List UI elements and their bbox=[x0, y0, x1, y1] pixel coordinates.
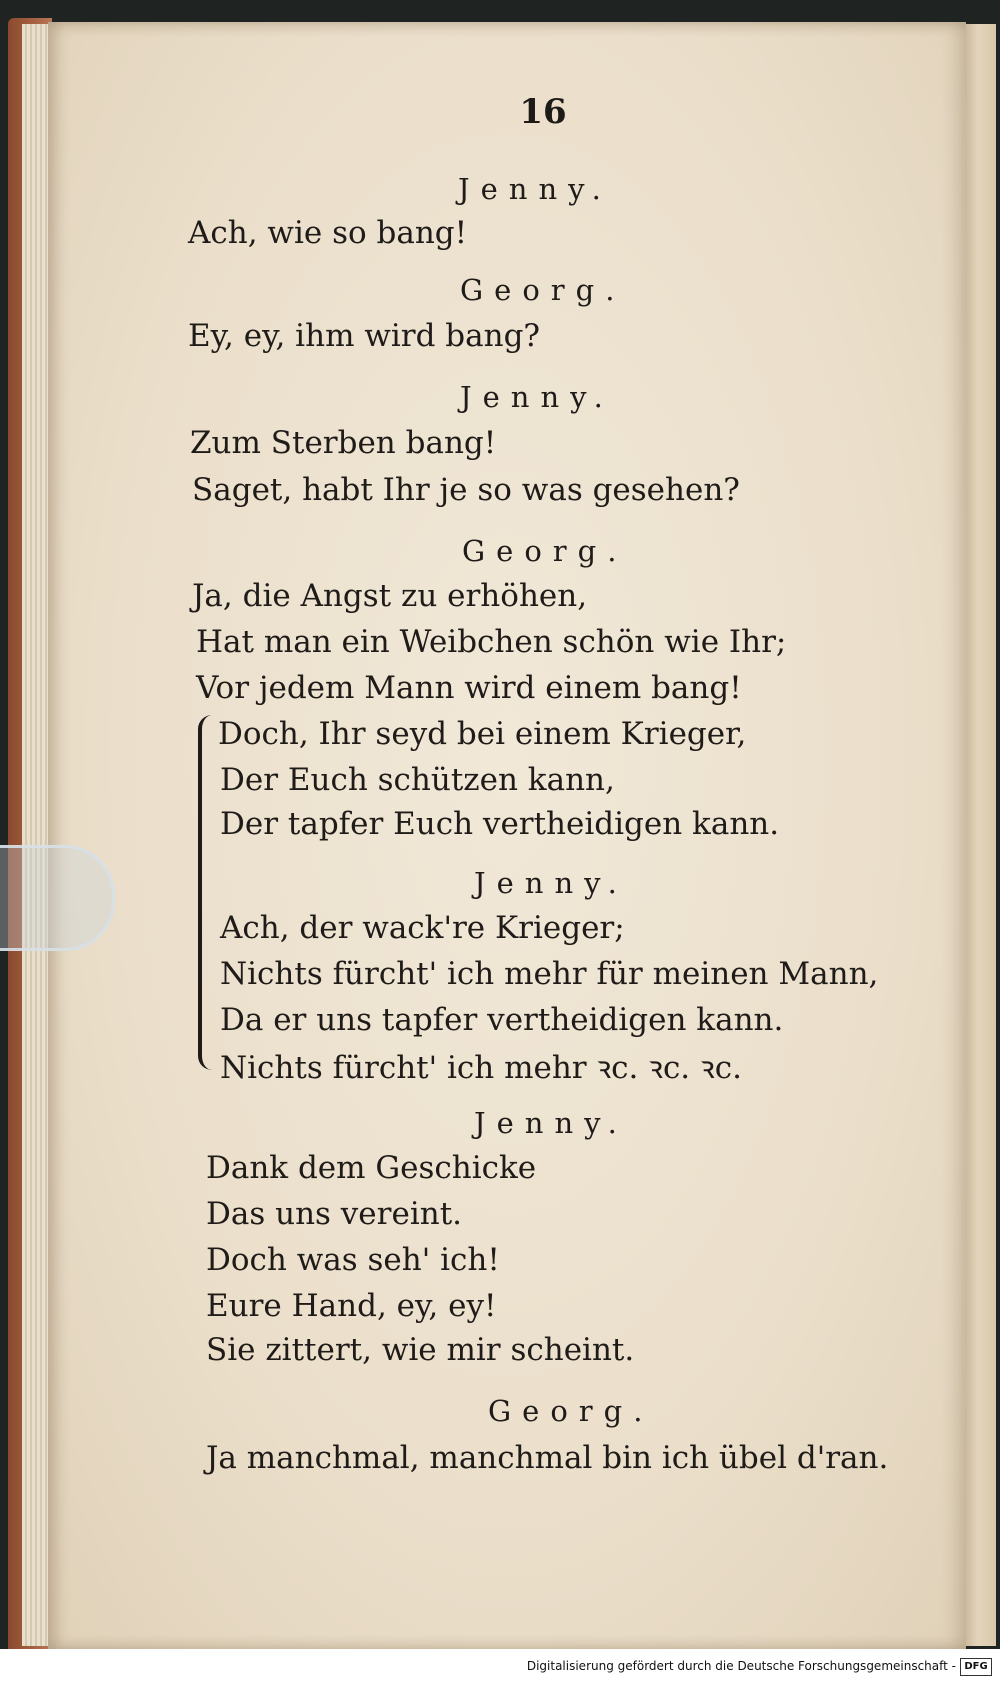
verse-line: Ach, wie so bang! bbox=[188, 215, 468, 251]
dfg-logo: DFG bbox=[960, 1658, 992, 1676]
verse-line: Doch, Ihr seyd bei einem Krieger, bbox=[218, 716, 747, 752]
margin-brace bbox=[198, 715, 220, 1070]
verse-line: Zum Sterben bang! bbox=[190, 425, 497, 461]
verse-line: Da er uns tapfer vertheidigen kann. bbox=[220, 1002, 784, 1038]
facing-page-edge bbox=[966, 24, 996, 1646]
verse-line: Ach, der wack're Krieger; bbox=[220, 910, 625, 946]
verse-line: Nichts fürcht' ich mehr für meinen Mann, bbox=[220, 956, 879, 992]
verse-line: Ey, ey, ihm wird bang? bbox=[188, 318, 541, 354]
verse-line: Ja manchmal, manchmal bin ich übel d'ran. bbox=[206, 1440, 889, 1476]
verse-line: Saget, habt Ihr je so was gesehen? bbox=[192, 472, 740, 508]
verse-line: Dank dem Geschicke bbox=[206, 1150, 537, 1186]
verse-line: Ja, die Angst zu erhöhen, bbox=[192, 578, 588, 614]
verse-line: Das uns vereint. bbox=[206, 1196, 463, 1232]
verse-line: Nichts fürcht' ich mehr ꝛc. ꝛc. ꝛc. bbox=[220, 1050, 742, 1086]
speaker-name: Jenny. bbox=[474, 866, 628, 900]
speaker-name: Georg. bbox=[488, 1394, 654, 1428]
speaker-name: Jenny. bbox=[458, 172, 612, 206]
speaker-name: Georg. bbox=[460, 273, 626, 307]
page-clip-icon bbox=[0, 845, 115, 951]
verse-line: Der tapfer Euch vertheidigen kann. bbox=[220, 806, 780, 842]
footer-bar bbox=[0, 1649, 1000, 1685]
speaker-name: Georg. bbox=[462, 534, 628, 568]
verse-line: Der Euch schützen kann, bbox=[220, 762, 615, 798]
speaker-name: Jenny. bbox=[474, 1106, 628, 1140]
verse-line: Eure Hand, ey, ey! bbox=[206, 1288, 497, 1324]
verse-line: Hat man ein Weibchen schön wie Ihr; bbox=[196, 624, 787, 660]
verse-line: Doch was seh' ich! bbox=[206, 1242, 500, 1278]
funding-credit: Digitalisierung gefördert durch die Deutsche Forschungsgemeinschaft - bbox=[526, 1659, 956, 1673]
verse-line: Vor jedem Mann wird einem bang! bbox=[196, 670, 742, 706]
page-number: 16 bbox=[519, 92, 567, 132]
verse-line: Sie zittert, wie mir scheint. bbox=[206, 1332, 635, 1368]
speaker-name: Jenny. bbox=[460, 380, 614, 414]
